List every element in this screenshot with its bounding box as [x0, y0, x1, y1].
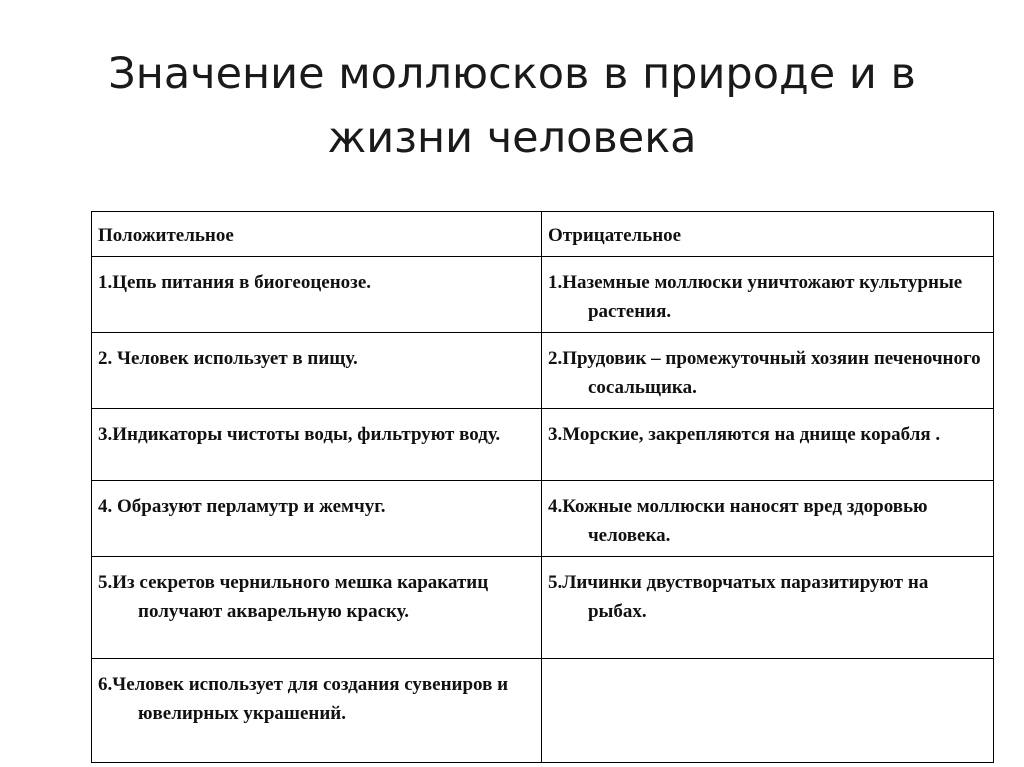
cell-negative — [541, 257, 993, 333]
cell-negative-text: 4.Кожные моллюски наносят вред здоровью человека. — [547, 496, 928, 546]
table-row — [92, 409, 994, 481]
cell-negative-text: 1.Наземные моллюски уничтожают культурные растения. — [547, 272, 963, 322]
cell-positive — [92, 659, 542, 763]
cell-positive — [92, 557, 542, 659]
table-row — [92, 557, 994, 659]
cell-negative — [541, 409, 993, 481]
header-negative: Отрицательное — [541, 212, 993, 257]
cell-positive-text: 3.Индикаторы чистоты воды, фильтруют воду. — [98, 424, 501, 445]
cell-positive — [92, 481, 542, 557]
slide-title-line-1: Значение моллюсков в природе и в — [108, 49, 916, 99]
table-row — [92, 333, 994, 409]
cell-positive-text: 5.Из секретов чернильного мешка каракатиц получают акварельную краску. — [98, 572, 489, 622]
cell-positive-text: 1.Цепь питания в биогеоценозе. — [98, 272, 372, 293]
cell-negative-text: 5.Личинки двустворчатых паразитируют на рыбах. — [547, 572, 929, 622]
slide-title — [40, 42, 984, 170]
cell-negative-text: 2.Прудовик – промежуточный хозяин печеночного сосальщика. — [547, 348, 981, 398]
cell-positive-text: 4. Образуют перламутр и жемчуг. — [98, 496, 386, 517]
cell-positive — [92, 409, 542, 481]
cell-negative — [541, 557, 993, 659]
table-header-row — [92, 212, 994, 257]
table-row — [92, 659, 994, 763]
header-positive: Положительное — [92, 212, 542, 257]
table-row — [92, 257, 994, 333]
cell-positive — [92, 257, 542, 333]
cell-positive-text: 6.Человек использует для создания сувениров и ювелирных украшений. — [98, 674, 509, 724]
cell-negative-text: 3.Морские, закрепляются на днище корабля . — [547, 424, 941, 445]
cell-positive — [92, 333, 542, 409]
slide-title-line-2: жизни человека — [327, 113, 697, 163]
table-row — [92, 481, 994, 557]
cell-negative — [541, 333, 993, 409]
cell-negative — [541, 481, 993, 557]
cell-positive-text: 2. Человек использует в пищу. — [98, 348, 358, 369]
comparison-table — [91, 211, 994, 763]
cell-negative — [541, 659, 993, 763]
